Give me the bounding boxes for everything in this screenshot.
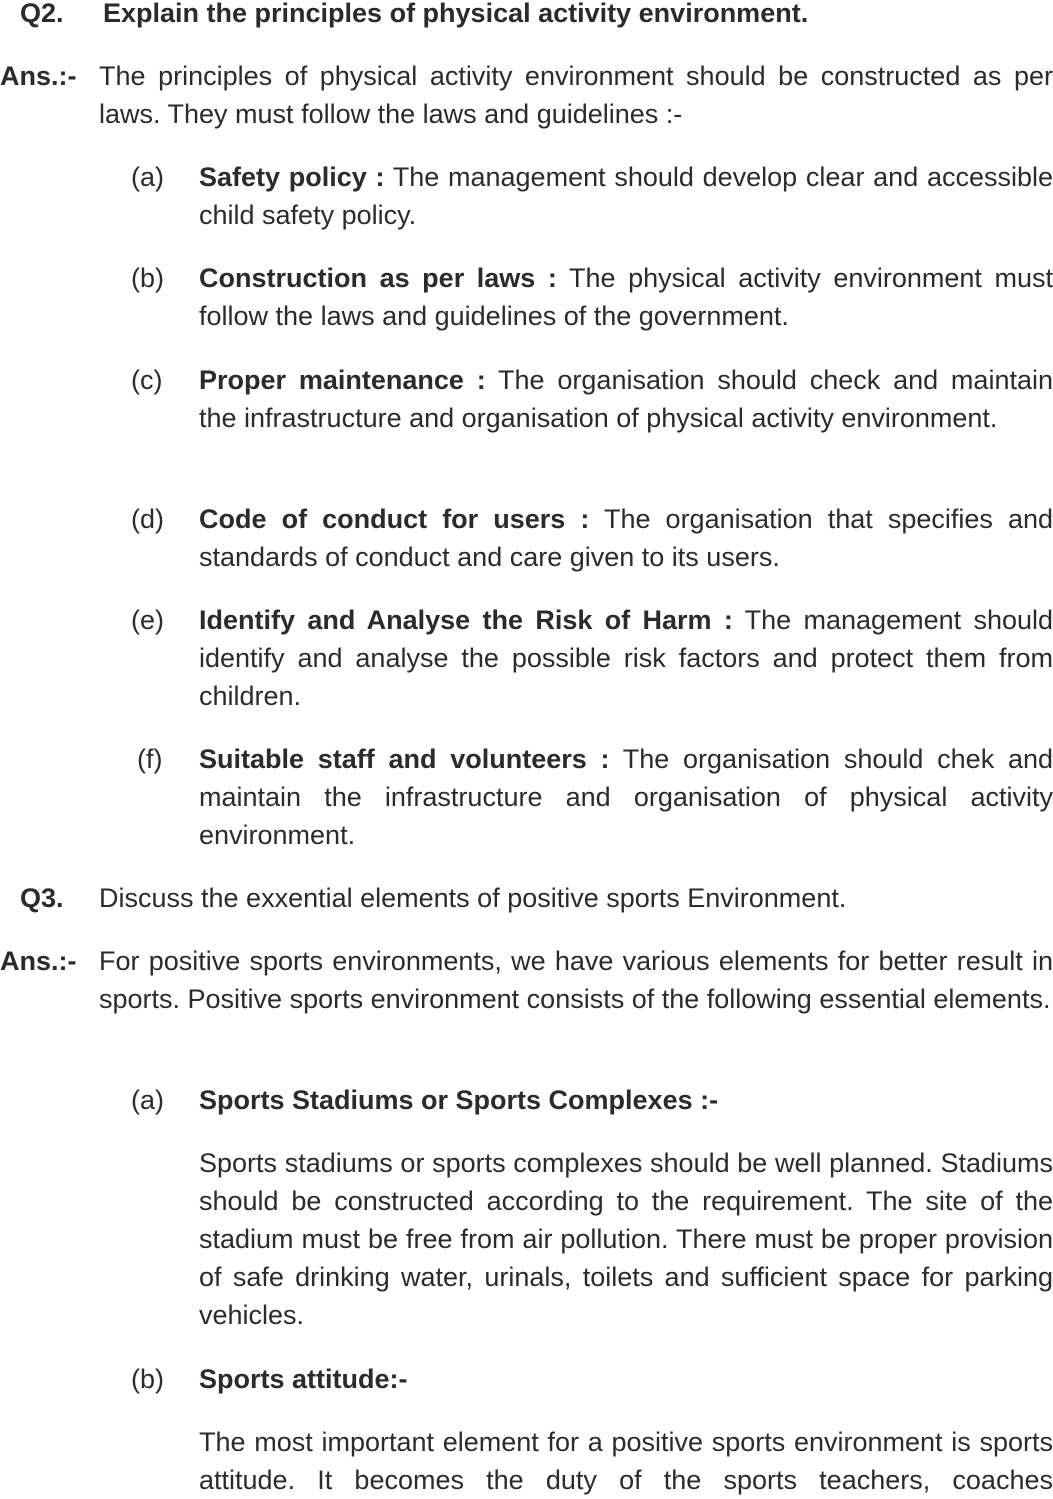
list-item-heading: Safety policy : (199, 162, 385, 192)
list-item-marker: (a) (131, 162, 164, 192)
list-item-marker: (c) (131, 365, 163, 395)
list-item-marker: (e) (131, 605, 164, 635)
answer-label: Ans.:- (0, 61, 77, 91)
list-item-heading: Sports Stadiums or Sports Complexes :- (199, 1085, 719, 1115)
list-item (199, 601, 1053, 715)
list-item (199, 500, 1053, 576)
list-item-heading: Suitable staff and volunteers : (199, 744, 610, 774)
answer-label: Ans.:- (0, 946, 77, 976)
list-item-marker: (a) (131, 1085, 164, 1115)
list-item-text: The management should identify and analyse the possible risk factors and protect them from children. (199, 605, 1053, 711)
list-item-text: The organisation should chek and maintain the infrastructure and organisation of physical activity environment. (199, 744, 1053, 850)
list-item (199, 158, 1053, 234)
list-item-heading: Sports attitude:- (199, 1364, 408, 1394)
list-item-heading: Code of conduct for users : (199, 504, 590, 534)
answer-intro: The principles of physical activity environment should be constructed as per laws. They must follow the laws and guidelines :- (99, 61, 1053, 129)
answer-intro: For positive sports environments, we have various elements for better result in sports. Positive sports environment consists of the following essential elements. (99, 946, 1053, 1014)
list-item-heading: Identify and Analyse the Risk of Harm : (199, 605, 733, 635)
question-title: Explain the principles of physical activity environment. (103, 0, 809, 28)
list-item (199, 259, 1053, 335)
list-item-marker: (b) (131, 263, 164, 293)
list-item-text: The management should develop clear and accessible child safety policy. (199, 162, 1053, 230)
list-item (199, 361, 1053, 437)
list-item (199, 740, 1053, 854)
list-item-paragraph: The most important element for a positive sports environment is sports attitude. It becomes the duty of the sports teachers, coaches (199, 1427, 1053, 1495)
list-item-heading: Proper maintenance : (199, 365, 486, 395)
question-number: Q3. (20, 883, 64, 913)
list-item-paragraph: Sports stadiums or sports complexes should be well planned. Stadiums should be constructed according to the requirement. The site of the stadium must be free from air pollution. There must be proper provision of safe drinking water, urinals, toilets and sufficient space for parking vehicles. (199, 1148, 1053, 1330)
list-item-marker: (f) (137, 744, 163, 774)
question-number: Q2. (20, 0, 64, 28)
list-item-heading: Construction as per laws : (199, 263, 557, 293)
list-item-marker: (b) (131, 1364, 164, 1394)
list-item-marker: (d) (131, 504, 164, 534)
list-item-text: The organisation that specifies and standards of conduct and care given to its users. (199, 504, 1053, 572)
list-item-text: The physical activity environment must follow the laws and guidelines of the government. (199, 263, 1053, 331)
list-item-text: The organisation should check and maintain the infrastructure and organisation of physical activity environment. (199, 365, 1053, 433)
question-title: Discuss the exxential elements of positive sports Environment. (99, 883, 847, 913)
